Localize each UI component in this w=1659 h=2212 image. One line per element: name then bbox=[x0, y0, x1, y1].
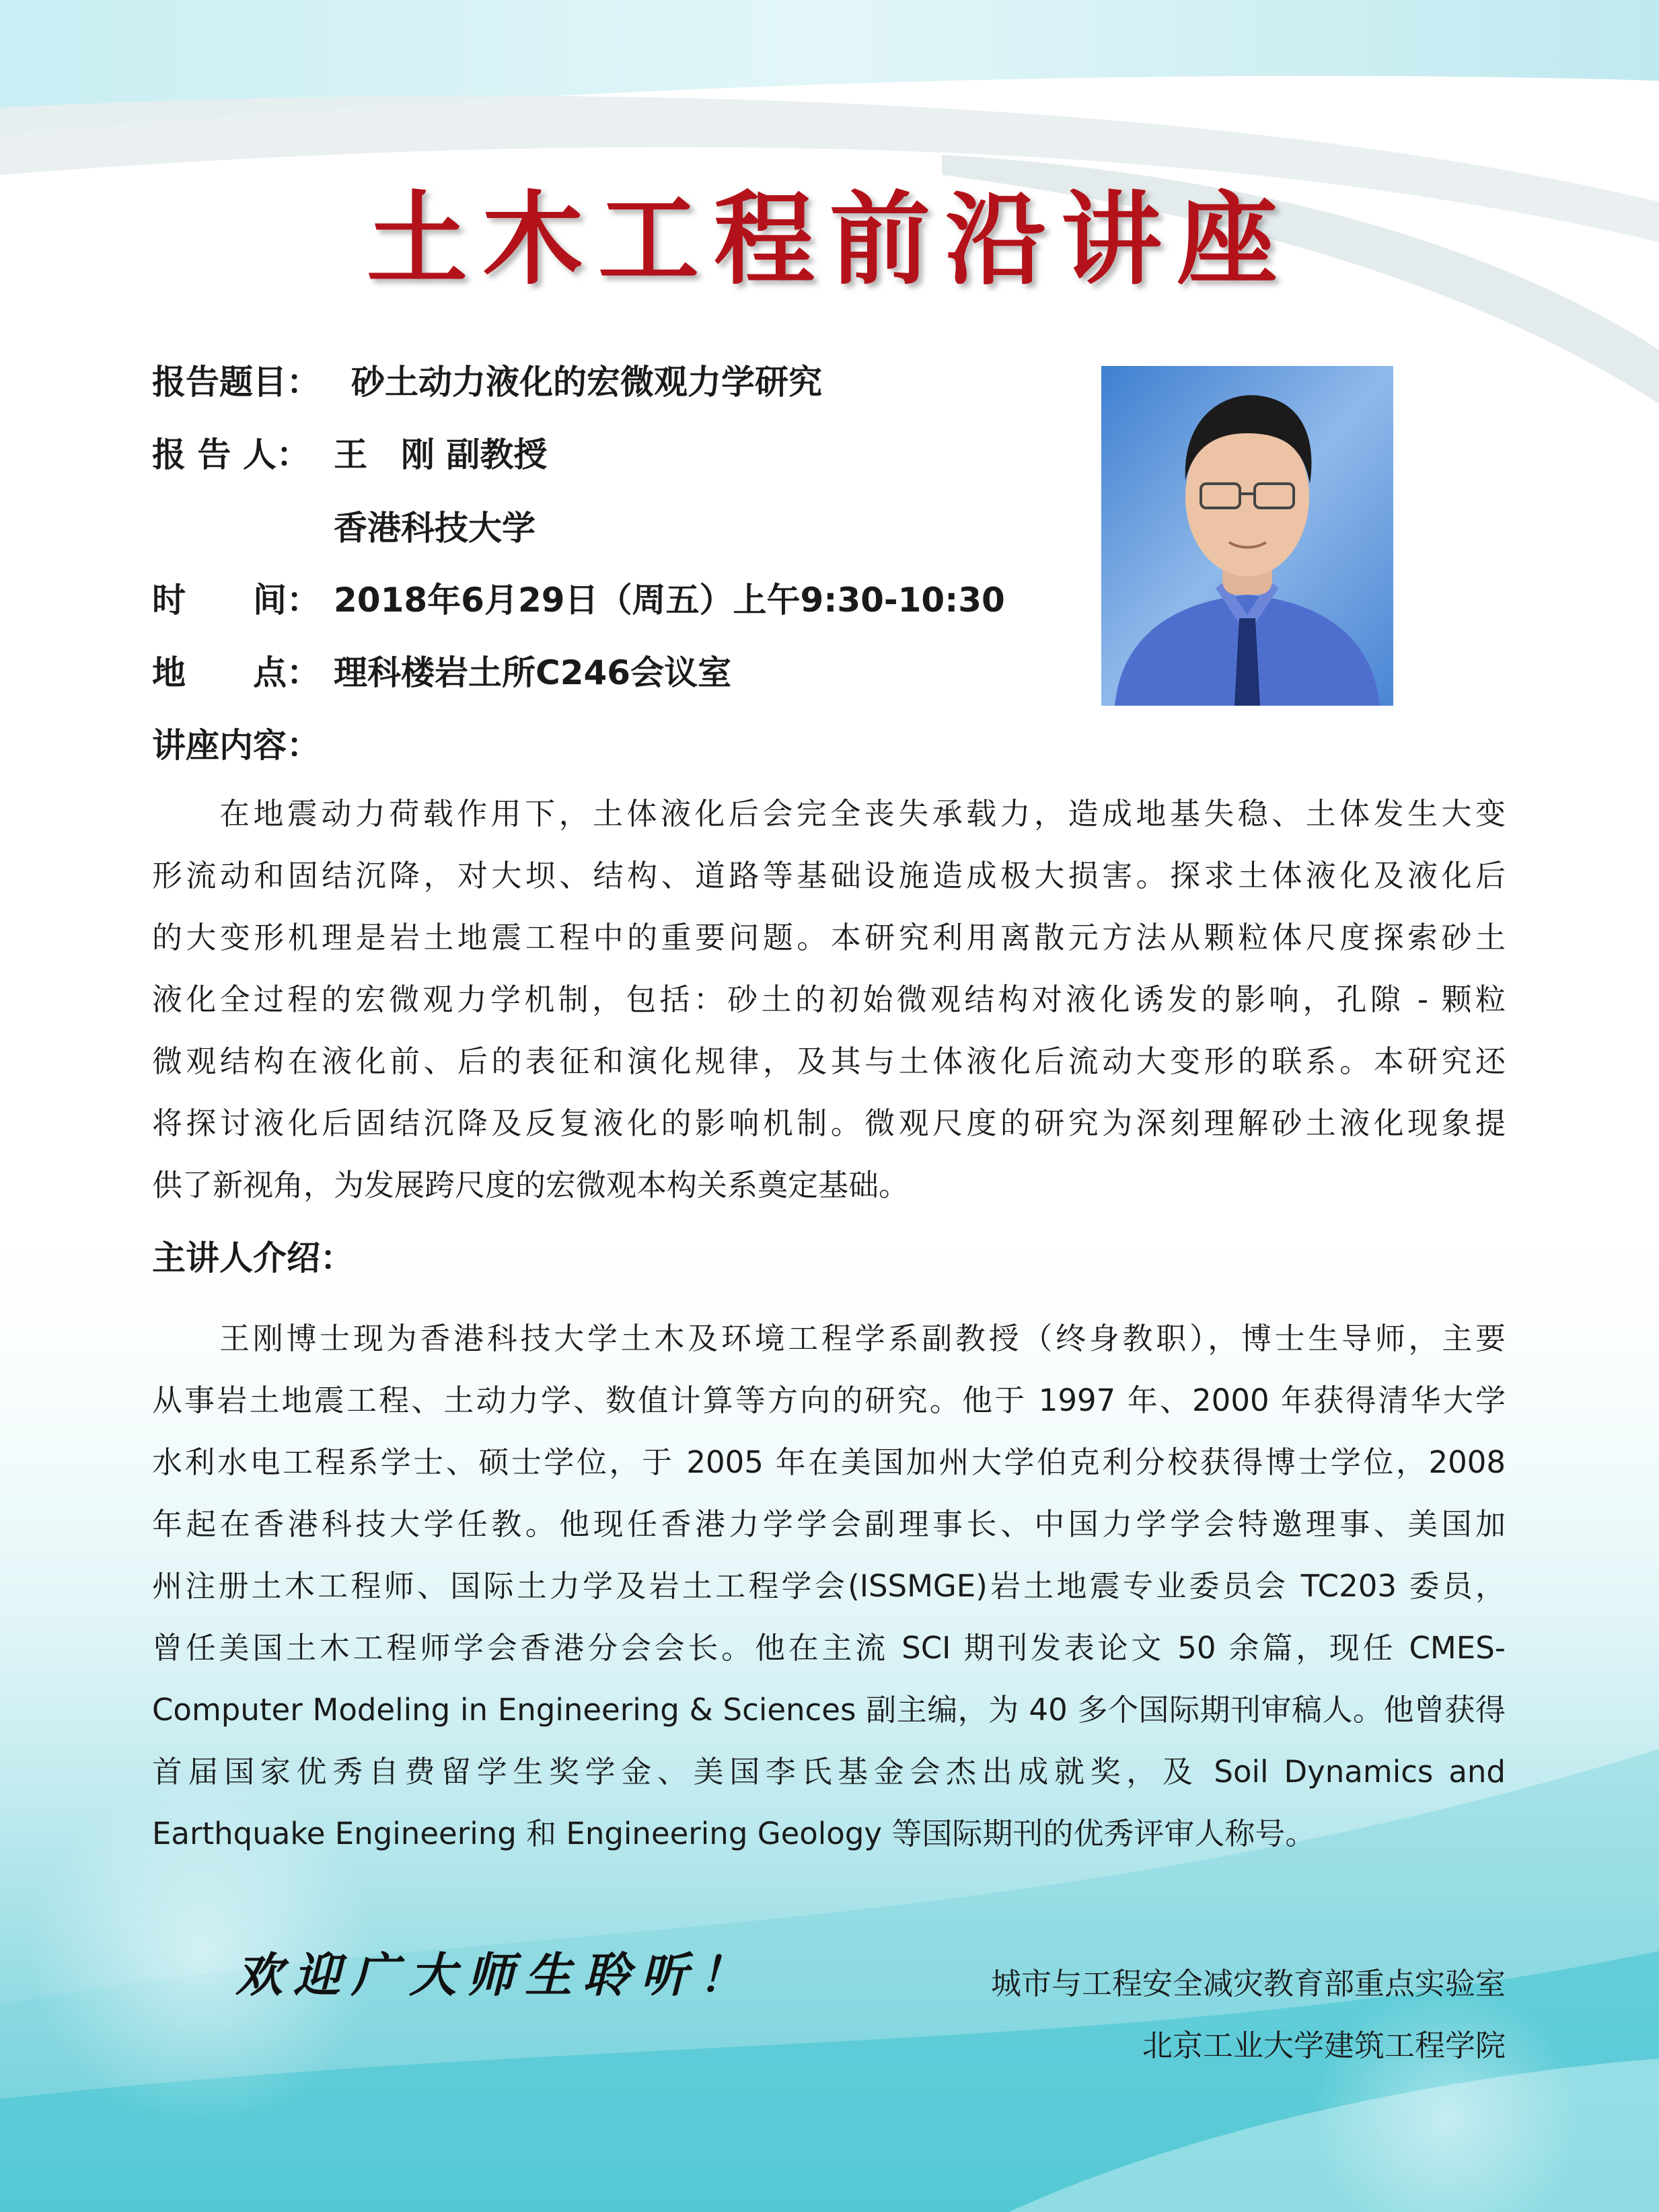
bio-line: 曾任美国土木工程师学会香港分会会长。他在主流 SCI 期刊发表论文 50 余篇，现任 CMES- bbox=[152, 1630, 1506, 1666]
content-line: 的大变形机理是岩土地震工程中的重要问题。本研究利用离散元方法从颗粒体尺度探索砂土 bbox=[152, 920, 1506, 955]
speaker-value: 王 刚 副教授 bbox=[334, 435, 548, 474]
content-line: 在地震动力荷载作用下，土体液化后会完全丧失承载力，造成地基失稳、土体发生大变 bbox=[219, 796, 1506, 832]
poster-title: 土木工程前沿讲座 bbox=[366, 182, 1292, 299]
bio-line: Earthquake Engineering 和 Engineering Geology 等国际期刊的优秀评审人称号。 bbox=[152, 1816, 1316, 1851]
place-label: 地 点： bbox=[152, 653, 320, 692]
speaker-label: 报 告 人： bbox=[152, 435, 310, 474]
bio-line: 州注册土木工程师、国际土力学及岩土工程学会(ISSMGE)岩土地震专业委员会 TC203 委员， bbox=[152, 1568, 1506, 1604]
content-line: 将探讨液化后固结沉降及反复液化的影响机制。微观尺度的研究为深刻理解砂土液化现象提 bbox=[152, 1105, 1506, 1141]
bio-line: 从事岩土地震工程、土动力学、数值计算等方向的研究。他于 1997 年、2000 年获得清华大学 bbox=[152, 1382, 1506, 1418]
bio-line: 王刚博士现为香港科技大学土木及环境工程学系副教授（终身教职），博士生导师，主要 bbox=[219, 1321, 1506, 1356]
content-line: 供了新视角，为发展跨尺度的宏微观本构关系奠定基础。 bbox=[152, 1167, 910, 1203]
affiliation: 香港科技大学 bbox=[334, 509, 536, 548]
content-line: 微观结构在液化前、后的表征和演化规律，及其与土体液化后流动大变形的联系。本研究还 bbox=[152, 1043, 1506, 1079]
bio-line: 首届国家优秀自费留学生奖学金、美国李氏基金会杰出成就奖，及 Soil Dynamics and bbox=[152, 1754, 1506, 1790]
organizer-college: 北京工业大学建筑工程学院 bbox=[1142, 2028, 1506, 2063]
welcome-message: 欢迎广大师生聆听！ bbox=[235, 1947, 756, 2003]
info-topic-row bbox=[152, 355, 822, 404]
bio-line: 水利水电工程系学士、硕士学位，于 2005 年在美国加州大学伯克利分校获得博士学位，2008 bbox=[152, 1444, 1506, 1480]
time-label: 时 间： bbox=[152, 581, 320, 620]
topic-value: 砂土动力液化的宏微观力学研究 bbox=[351, 363, 822, 402]
content-line: 液化全过程的宏微观力学机制，包括：砂土的初始微观结构对液化诱发的影响，孔隙 - 颗粒 bbox=[152, 982, 1506, 1017]
bio-heading: 主讲人介绍： bbox=[152, 1239, 354, 1278]
place-value: 理科楼岩土所C246会议室 bbox=[334, 653, 732, 692]
topic-label: 报告题目： bbox=[152, 363, 320, 402]
time-value: 2018年6月29日（周五）上午9:30-10:30 bbox=[334, 581, 1005, 620]
content-line: 形流动和固结沉降，对大坝、结构、道路等基础设施造成极大损害。探求土体液化及液化后 bbox=[152, 858, 1506, 893]
content-paragraph bbox=[152, 783, 1506, 1216]
info-speaker-row bbox=[152, 428, 547, 476]
info-place-row bbox=[152, 646, 731, 694]
bio-line: Computer Modeling in Engineering & Sciences 副主编，为 40 多个国际期刊审稿人。他曾获得 bbox=[152, 1692, 1506, 1728]
bio-paragraph bbox=[152, 1308, 1506, 1865]
speaker-portrait bbox=[1101, 366, 1393, 706]
info-time-row bbox=[152, 573, 1005, 622]
bio-line: 年起在香港科技大学任教。他现任香港力学学会副理事长、中国力学学会特邀理事、美国加 bbox=[152, 1506, 1506, 1542]
organizer-lab: 城市与工程安全减灾教育部重点实验室 bbox=[990, 1966, 1506, 2001]
content-heading: 讲座内容： bbox=[152, 726, 320, 765]
